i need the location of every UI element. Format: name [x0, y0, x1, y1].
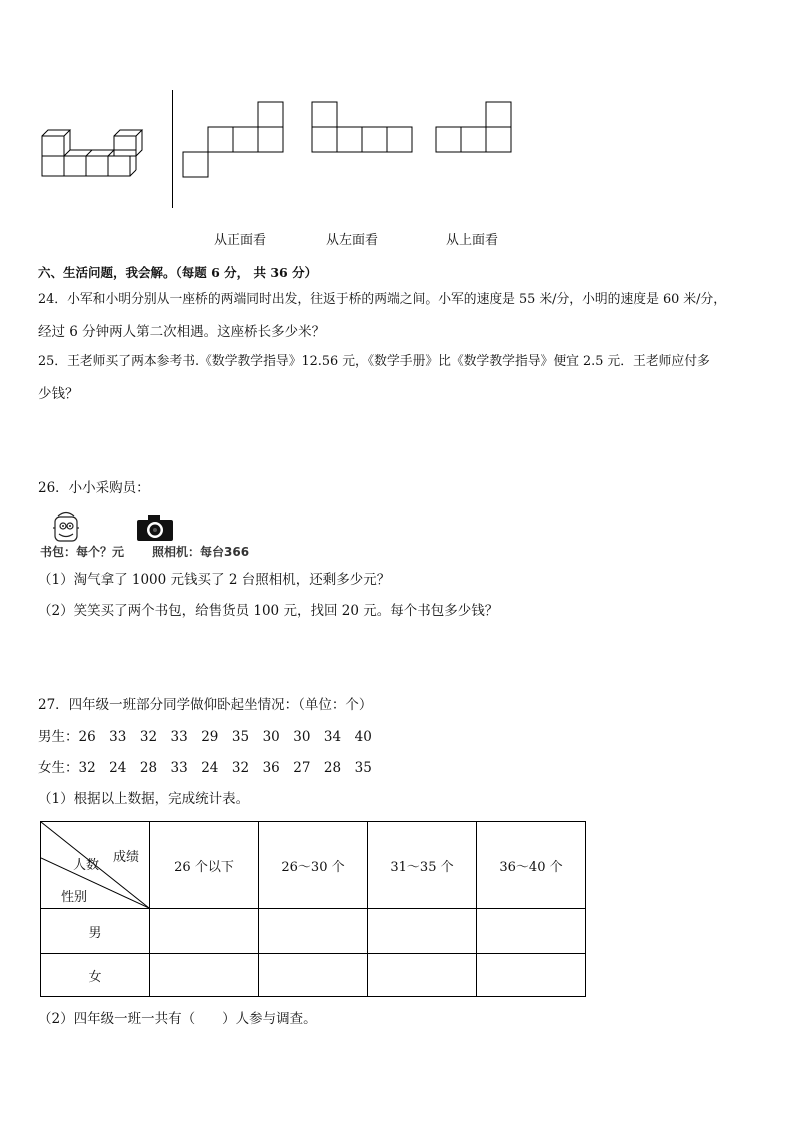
statistics-table — [40, 821, 586, 997]
corner-score-label: 成绩 — [113, 850, 140, 865]
row-header-girls: 女 — [41, 954, 150, 997]
column-header: 36～40 个 — [477, 822, 586, 909]
table-header-row — [41, 822, 586, 909]
table-cell — [150, 909, 259, 954]
top-view-label: 从上面看 — [446, 233, 499, 248]
table-cell — [477, 954, 586, 997]
corner-gender-label: 性别 — [61, 890, 88, 905]
table-cell — [477, 909, 586, 954]
table-row — [41, 909, 586, 954]
question-26-part1: （1）淘气拿了 1000 元钱买了 2 台照相机，还剩多少元？ — [38, 572, 391, 588]
question-26-title: 26．小小采购员： — [38, 480, 150, 496]
question-25-line2: 少钱？ — [38, 386, 79, 402]
section-heading: 六、生活问题，我会解。（每题 6 分， 共 36 分） — [38, 265, 318, 280]
question-26-part2: （2）笑笑买了两个书包，给售货员 100 元，找回 20 元。每个书包多少钱？ — [38, 603, 499, 619]
table-cell — [150, 954, 259, 997]
front-view-grid — [182, 100, 286, 182]
question-25-line1: 25．王老师买了两本参考书.《数学教学指导》12.56 元，《数学手册》比《数学教学指导》便宜 2.5 元．王老师应付多 — [38, 354, 710, 369]
left-view-label: 从左面看 — [326, 233, 379, 248]
column-header: 31～35 个 — [368, 822, 477, 909]
question-27-part2: （2）四年级一班一共有（ ）人参与调查。 — [38, 1011, 317, 1027]
question-24-line2: 经过 6 分钟两人第二次相遇。这座桥长多少米？ — [38, 324, 326, 340]
table-corner-cell — [41, 822, 150, 909]
column-header: 26 个以下 — [150, 822, 259, 909]
question-27-title: 27．四年级一班部分同学做仰卧起坐情况：（单位：个） — [38, 697, 373, 713]
question-24-line1: 24．小军和小明分别从一座桥的两端同时出发，往返于桥的两端之间。小军的速度是 55 米/分，小明的速度是 60 米/分， — [38, 292, 726, 307]
camera-price-caption: 照相机：每台366 — [152, 545, 250, 559]
left-view-grid — [311, 100, 415, 158]
boys-data-line: 男生：26 33 32 33 29 35 30 30 34 40 — [38, 729, 372, 745]
column-header: 26～30 个 — [259, 822, 368, 909]
top-view-grid — [435, 100, 515, 158]
girls-data-line: 女生：32 24 28 33 24 32 36 27 28 35 — [38, 760, 372, 776]
table-cell — [368, 909, 477, 954]
table-cell — [368, 954, 477, 997]
figure-divider — [172, 90, 173, 208]
table-cell — [259, 954, 368, 997]
front-view-label: 从正面看 — [214, 233, 267, 248]
table-cell — [259, 909, 368, 954]
table-row — [41, 954, 586, 997]
bag-price-caption: 书包：每个？元 — [40, 545, 125, 559]
row-header-boys: 男 — [41, 909, 150, 954]
cube-solid-figure — [38, 126, 158, 180]
corner-count-label: 人数 — [73, 858, 100, 873]
question-27-part1: （1）根据以上数据，完成统计表。 — [38, 791, 250, 807]
